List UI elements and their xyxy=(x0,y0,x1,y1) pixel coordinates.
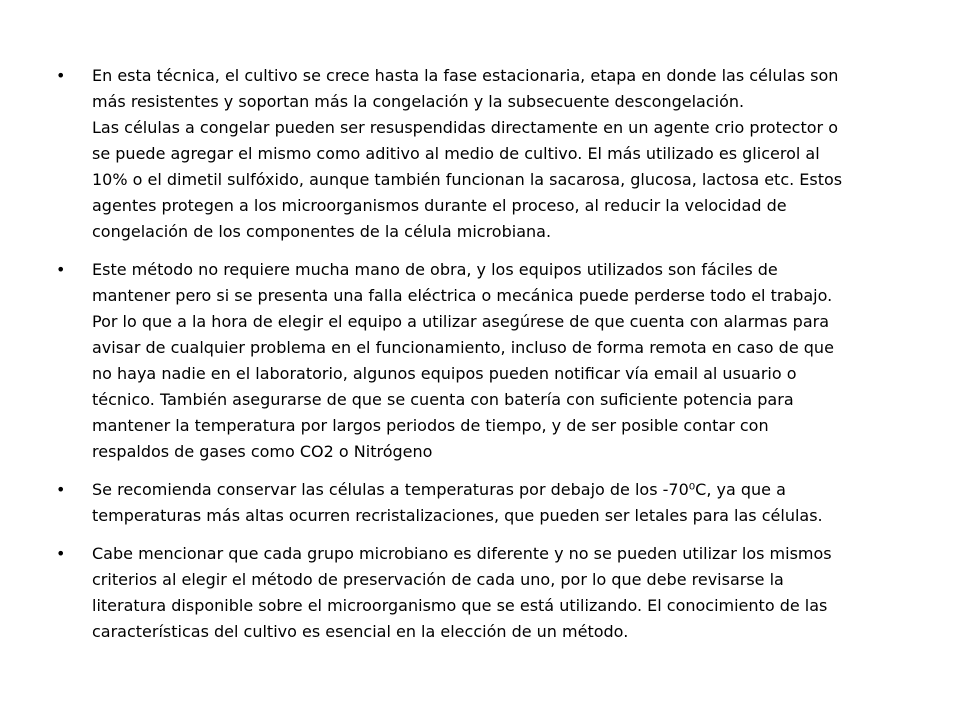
bullet-text-line: técnico. También asegurarse de que se cuenta con batería con suficiente potencia para xyxy=(92,390,794,409)
bullet-text-line: Este método no requiere mucha mano de obra, y los equipos utilizados son fáciles de xyxy=(92,260,778,279)
bullet-text-line: Se recomienda conservar las células a temperaturas por debajo de los -70⁰C, ya que a xyxy=(92,480,786,499)
bullet-list xyxy=(56,63,906,657)
bullet-text-line: En esta técnica, el cultivo se crece hasta la fase estacionaria, etapa en donde las células son xyxy=(92,66,839,85)
bullet-text-line: Cabe mencionar que cada grupo microbiano es diferente y no se pueden utilizar los mismos xyxy=(92,544,832,563)
bullet-text-line: características del cultivo es esencial en la elección de un método. xyxy=(92,622,629,641)
bullet-text-line: mantener la temperatura por largos periodos de tiempo, y de ser posible contar con xyxy=(92,416,769,435)
bullet-text-line: se puede agregar el mismo como aditivo al medio de cultivo. El más utilizado es glicerol al xyxy=(92,144,820,163)
bullet-item-stationary-phase xyxy=(56,63,906,245)
bullet-text-line: 10% o el dimetil sulfóxido, aunque también funcionan la sacarosa, glucosa, lactosa etc. Estos xyxy=(92,170,843,189)
bullet-text-line: más resistentes y soportan más la congelación y la subsecuente descongelación. xyxy=(92,92,745,111)
bullet-text-line: Las células a congelar pueden ser resuspendidas directamente en un agente crio protector o xyxy=(92,118,838,137)
bullet-text-line: agentes protegen a los microorganismos durante el proceso, al reducir la velocidad de xyxy=(92,196,787,215)
bullet-text-line: avisar de cualquier problema en el funcionamiento, incluso de forma remota en caso de que xyxy=(92,338,834,357)
bullet-item-temperature xyxy=(56,477,906,529)
bullet-dot-icon: • xyxy=(56,66,66,85)
bullet-text-line: criterios al elegir el método de preservación de cada uno, por lo que debe revisarse la xyxy=(92,570,784,589)
bullet-text-line: temperaturas más altas ocurren recristalizaciones, que pueden ser letales para las células. xyxy=(92,506,823,525)
bullet-item-microbial-groups xyxy=(56,541,906,645)
bullet-text-line: Por lo que a la hora de elegir el equipo a utilizar asegúrese de que cuenta con alarmas para xyxy=(92,312,830,331)
bullet-dot-icon: • xyxy=(56,260,66,279)
bullet-text-line: literatura disponible sobre el microorganismo que se está utilizando. El conocimiento de las xyxy=(92,596,828,615)
bullet-text-line: no haya nadie en el laboratorio, algunos equipos pueden notificar vía email al usuario o xyxy=(92,364,797,383)
bullet-dot-icon: • xyxy=(56,480,66,499)
bullet-dot-icon: • xyxy=(56,544,66,563)
bullet-text-line: congelación de los componentes de la célula microbiana. xyxy=(92,222,552,241)
bullet-text-line: mantener pero si se presenta una falla eléctrica o mecánica puede perderse todo el trabajo. xyxy=(92,286,833,305)
bullet-text-line: respaldos de gases como CO2 o Nitrógeno xyxy=(92,442,433,461)
bullet-item-equipment xyxy=(56,257,906,465)
